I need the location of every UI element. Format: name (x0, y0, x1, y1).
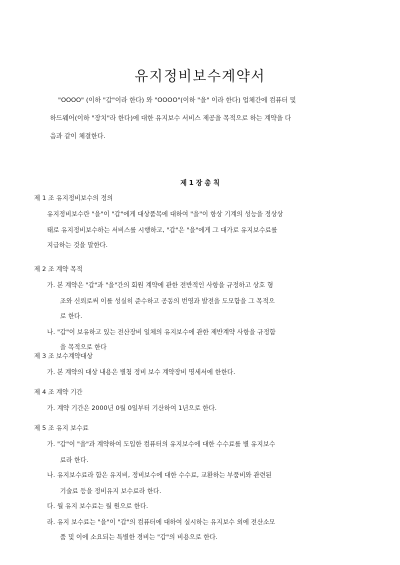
item-line: 료라 한다. (60, 456, 89, 464)
chapter-heading: 제 1 장 총 칙 (180, 179, 220, 187)
article-item (34, 515, 374, 546)
item-line: 로 한다. (60, 313, 83, 320)
item-line: 가. 본 계약은 "갑"과 "을"간의 회원 계약에 관한 전반적인 사항을 규정하고 상호 형 (47, 282, 274, 289)
item-line: 가. 계약 기간은 2000년 0월 0일부터 기산하여 1년으로 한다. (47, 405, 217, 412)
item-line: 조와 신뢰로써 이를 성실히 준수하고 공동의 번영과 발전을 도모함을 그 목적으 (60, 297, 275, 305)
intro-paragraph (50, 91, 362, 145)
article-1 (34, 191, 374, 254)
article-5 (34, 421, 374, 546)
item-line: 라. 유지 보수료는 "을"이 "갑"의 컴퓨터에 대하여 실시하는 유지보수 외에 전산소모 (47, 518, 276, 526)
item-line: 가. "갑"이 "을"과 계약하여 도입한 컴퓨터의 유지보수에 대한 수수료를 별 유지보수 (47, 441, 276, 448)
item-line: 가. 본 계약의 대상 내용은 별첨 정비 보수 계약장비 명세서에 한한다. (47, 369, 236, 376)
item-line: 기술료 등을 정비유지 보수료라 한다. (60, 487, 162, 495)
article-item (34, 499, 374, 515)
article-line: 태로 유지정비보수하는 서비스를 시행하고, "갑"은 "을"에게 그 대가로 유지보수료를 (47, 226, 278, 234)
article-item (34, 365, 374, 381)
intro-line: 음과 같이 체결한다. (50, 132, 106, 140)
intro-line: 하드웨어(이하 "장치"라 한다)에 대한 유지보수 서비스 제공을 목적으로 하는 계약을 다 (50, 114, 292, 122)
article-line: 유지정비보수란 "을"이 "갑"에게 대상품목에 대하여 "을"이 항상 기계의 성능을 정상상 (47, 211, 284, 218)
article-item (34, 278, 374, 325)
document-title: 유지정비보수계약서 (134, 69, 266, 85)
item-line: 나. "갑"이 보유하고 있는 전산장비 일체의 유지보수에 관한 제반계약 사항을 규정함 (47, 328, 276, 336)
article-heading: 제 1 조 유지정비보수의 정의 (34, 195, 113, 202)
item-line: 다. 월 유지 보수료는 월 원으로 한다. (47, 503, 149, 510)
article-heading: 제 2 조 계약 목적 (34, 266, 83, 273)
article-item (34, 468, 374, 499)
article-item (34, 401, 374, 417)
article-line: 지급하는 것을 말한다. (47, 242, 108, 249)
item-line: 나. 유지보수료라 함은 유지비, 정비보수에 대한 수수료, 교환하는 부품비와 관련된 (47, 472, 272, 479)
article-item (34, 437, 374, 468)
intro-line: "OOOO" (이하 "갑"이라 한다) 와 "OOOO"(이하 "을" 이라 한다) 업체간에 컴퓨터 및 (58, 96, 297, 104)
article-heading: 제 4 조 계약 기간 (34, 389, 83, 396)
item-line: 을 목적으로 한다 (60, 344, 107, 351)
item-line: 품 및 이에 소요되는 특별한 경비는 "갑"의 비용으로 한다. (60, 534, 218, 541)
article-heading: 제 3 조 보수계약대상 (34, 353, 93, 360)
article-4 (34, 385, 374, 417)
article-2 (34, 262, 374, 356)
article-3 (34, 349, 374, 381)
article-heading: 제 5 조 유지 보수료 (34, 425, 89, 432)
